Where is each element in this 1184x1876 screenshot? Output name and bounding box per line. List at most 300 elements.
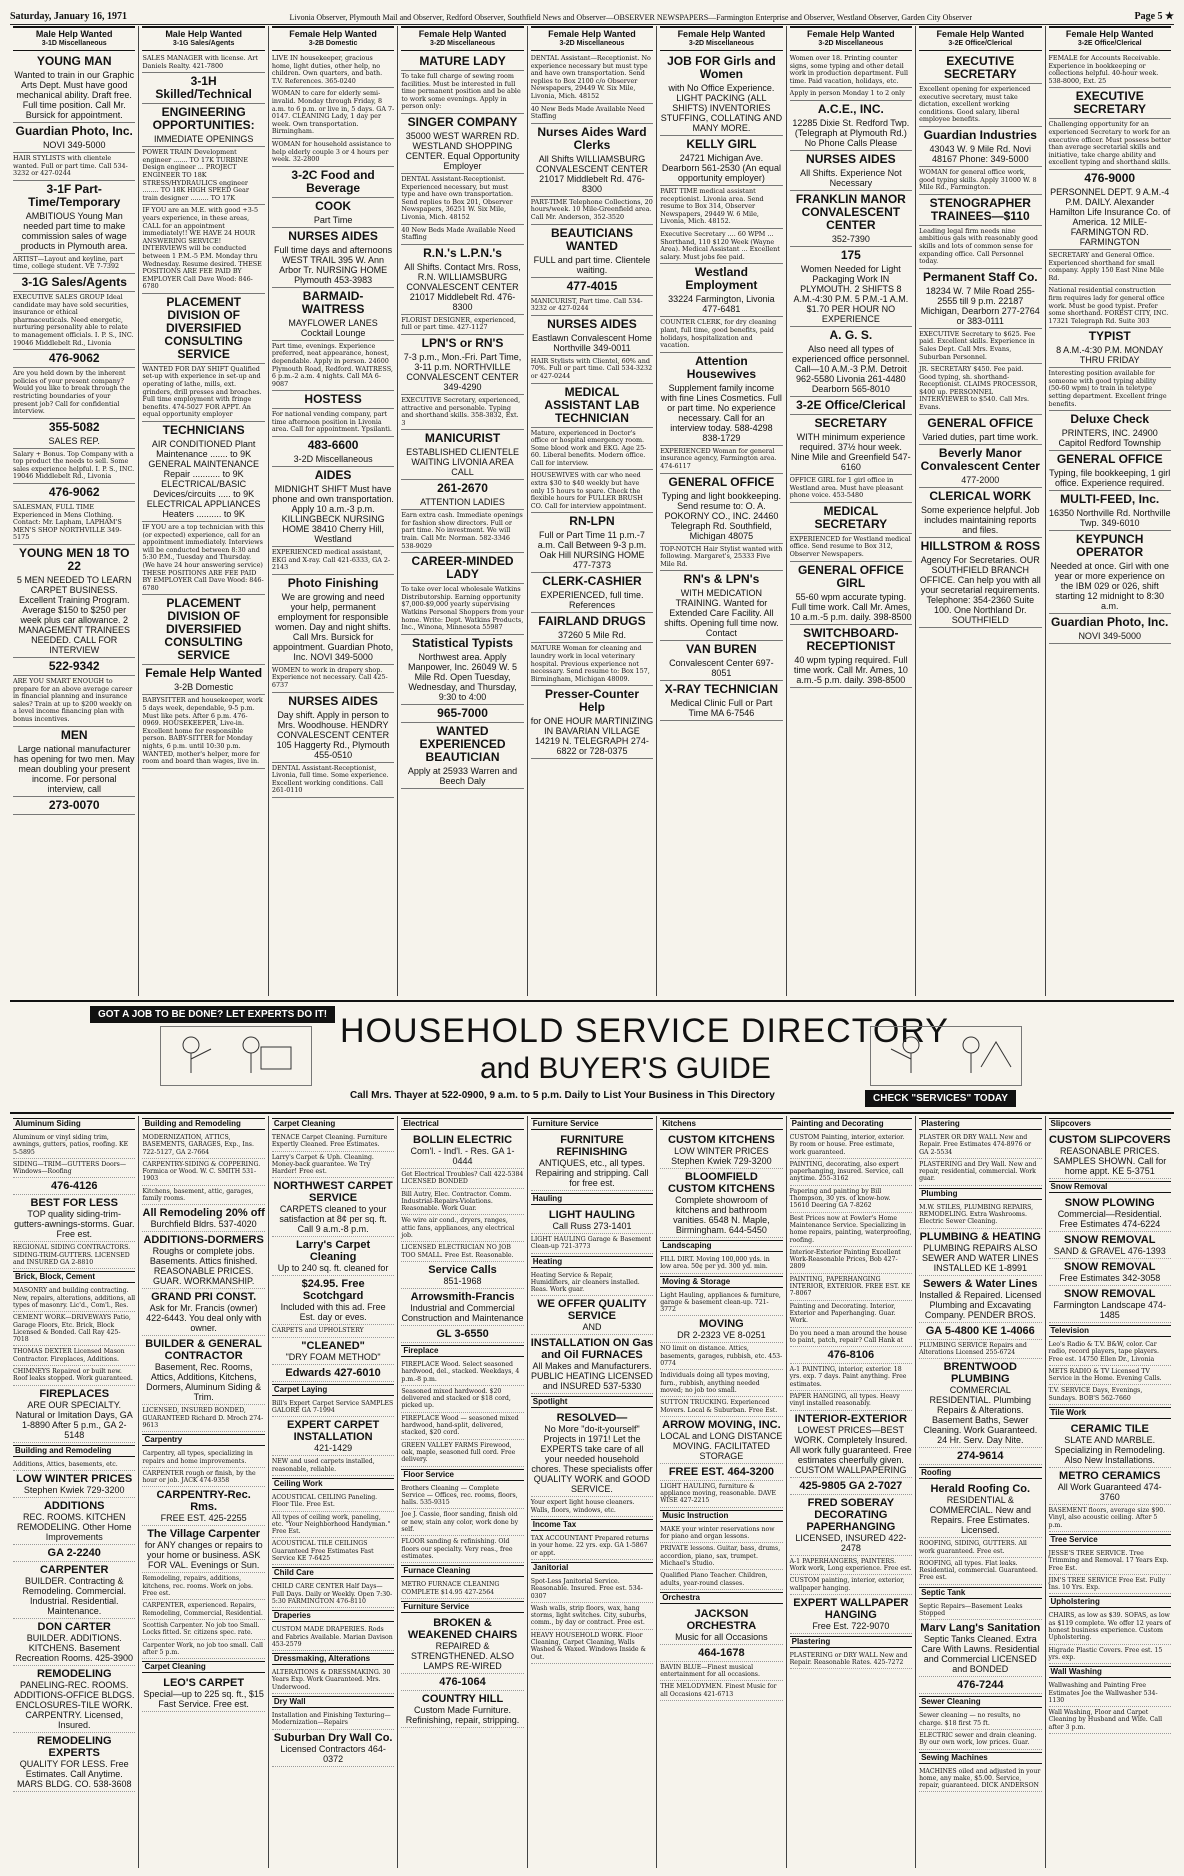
ad-body: PANELING-REC. ROOMS. ADDITIONS-OFFICE BLDGS. ENCLOSURES-TILE WORK. CARPENTRY. Licensed, Insured. — [13, 1679, 135, 1730]
ad-headline: LOW WINTER PRICES — [16, 1472, 133, 1485]
ad-body: WOMAN to care for elderly semi-invalid. Monday through Friday, 8 a.m. to 6 p.m. or live in, 5 days. GA 7-0147. CLEANING Lady, 1 day per week. Own transportation. Birmingham. — [271, 89, 395, 136]
classified-ad — [790, 1247, 912, 1274]
ad-body: 7-3 p.m., Mon.-Fri. Part Time, 3-11 p.m. NORTHVILLE CONVALESCENT CENTER 349-4290 — [403, 351, 522, 392]
classified-ad — [531, 356, 653, 384]
ad-headline: Female Help Wanted — [145, 666, 263, 681]
ad-headline: RESOLVED— — [556, 1412, 628, 1425]
ad-headline: SNOW REMOVAL — [1063, 1261, 1156, 1273]
ad-body: Light Hauling, appliances & furniture, garage & basement clean-up. 721-3772 — [660, 1291, 781, 1314]
directory-category-header: Brick, Block, Cement — [13, 1271, 135, 1283]
directory-category-header: Janitorial — [531, 1562, 653, 1574]
classified-ad — [531, 384, 653, 428]
ad-headline: MULTI-FEED, Inc. — [1060, 492, 1160, 507]
ad-body: PLUMBING REPAIRS ALSO SEWER AND WATER LINES INSTALLED KE 1-8991 — [922, 1242, 1039, 1273]
directory-category-header: Painting and Decorating — [790, 1118, 912, 1130]
classified-ad — [401, 723, 523, 789]
classified-ad — [1049, 1575, 1171, 1595]
classified-ad — [919, 1710, 1041, 1730]
ad-headline: 483-6600 — [307, 438, 359, 453]
ad-body: Carpenter Work, no job too small. Call after 5 p.m. — [142, 1641, 263, 1656]
ad-headline: FRANKLIN MANOR CONVALESCENT CENTER — [795, 191, 906, 232]
directory-category-header: Heating — [531, 1256, 653, 1268]
newspaper-list: Livonia Observer, Plymouth Mail and Observer, Redford Observer, Southfield News and Observer—OBSERVER NEWSPAPERS—Farmington Enterprise and Observer, Westland Observer, Garden City Observer — [289, 13, 972, 22]
ad-body: Also need all types of experienced office personnel. Call—10 A.M.-3 P.M. Detroit 962-5580 Livonia 261-4480 Dearborn 565-8010 — [792, 343, 910, 394]
ad-body: FLORIST DESIGNER, experienced, full or part time. 427-1127 — [401, 315, 516, 332]
ad-body: HOUSEWIVES with car who need extra $30 to $40 weekly but have only 15 hours to spare. Check the flexible hours for FULLER BRUSH CO. Call for interview appointment. — [530, 471, 647, 510]
ad-body: Full or Part Time 11 p.m.-7 a.m. Call Between 9-3 p.m. Oak Hill NURSING HOME 477-7373 — [537, 530, 647, 571]
classified-ad — [531, 470, 653, 513]
directory-category-header: Dressmaking, Alterations — [272, 1653, 394, 1665]
classified-ad — [13, 368, 135, 419]
classified-ad — [142, 1448, 264, 1468]
ad-headline: SECRETARY — [814, 415, 888, 430]
ad-body: CUSTOM Painting, interior, exterior. By room or house. Free estimate, work guaranteed. — [789, 1134, 905, 1156]
classified-ad — [272, 1710, 394, 1730]
ad-body: Joe J. Cassie, floor sanding, finish old or new, stain any color, work done by self. — [401, 1511, 519, 1534]
classified-ad — [401, 553, 523, 584]
classified-ad — [401, 1169, 523, 1189]
ad-body: Individuals doing all types moving, furn., rubbish, anything needed moved; no job too small. — [660, 1372, 770, 1394]
ad-body: Salary + Bonus. Top Company with a top product the needs to sell. Some sales experience helpful. I. P. S., INC. 19046 Middlebelt Rd., Livonia — [13, 449, 135, 481]
classified-ad — [660, 229, 782, 264]
classified-ad — [401, 114, 523, 174]
ad-body: WITH MEDICATION TRAINING. Wanted for Extended Care Facility. All shifts. Opening full time now. Contact — [664, 588, 779, 639]
ad-body: Women over 18. Printing counter signs, some typing and other detail work in production department. Full time. Paid vacation, holidays, etc. — [789, 54, 909, 85]
classified-ad — [13, 1562, 135, 1619]
ad-headline: MEDICAL SECRETARY — [814, 503, 888, 531]
ad-body: PAPER HANGING, all types. Heavy vinyl installed reasonably. — [789, 1393, 900, 1408]
ad-headline: KELLY GIRL — [686, 137, 757, 151]
ad-headline: 3-2E Office/Clerical — [796, 397, 906, 412]
classified-ad — [1049, 1366, 1171, 1386]
directory-category-header: Plumbing — [919, 1188, 1041, 1200]
ad-body: 851-1968 — [443, 1275, 482, 1286]
ad-body: MIDNIGHT SHIFT Must have phone and own transportation. Apply 10 a.m.-3 p.m. KILLINGBECK NURSING HOME 38410 Cherry Hill, Westland — [272, 484, 394, 545]
classified-ad — [531, 1410, 653, 1497]
classified-ad — [919, 538, 1041, 628]
ad-headline: SNOW REMOVAL — [1063, 1288, 1156, 1300]
classified-ad — [531, 278, 653, 296]
ad-headline: CLERICAL WORK — [929, 488, 1032, 503]
ad-body: SIDING—TRIM—GUTTERS Doors—Windows—Roofing — [13, 1160, 127, 1176]
ad-headline: RN's & LPN's — [683, 572, 760, 587]
ad-body: ROOFING, all types. Flat leaks. Residential, commercial. Guaranteed. Free est. — [919, 1559, 1038, 1582]
directory-category-header: Tree Service — [1049, 1534, 1171, 1546]
classified-ad — [13, 1386, 135, 1443]
classified-ad — [401, 1132, 523, 1169]
ad-body: Get Electrical Troubles? Call 422-5384 LICENSED BONDED — [401, 1171, 524, 1186]
ad-body: MODERNIZATION, ATTICS, BASEMENTS, GARAGES, Exp., Ins. 722-5127, GA 2-7664 — [142, 1134, 254, 1156]
ad-body: ROOFING, SIDING, GUTTERS. All work guaranteed. Free est. — [919, 1540, 1027, 1555]
ad-headline: STENOGRAPHER TRAINEES—$110 — [929, 195, 1031, 223]
ad-headline: GA 5-4800 KE 1-4066 — [925, 1324, 1035, 1337]
ad-body: Bill Autry, Elec. Contractor. Comm. Industrial-Repairs-Violations. Reasonable. Work Guar. — [401, 1190, 512, 1213]
ad-body: SECRETARY and General Office. Experienced shorthand for small company. Apply 150 East Nine Mile Rd. — [1048, 250, 1164, 282]
ad-body: PLASTERING and Dry Wall. New and repair, residential, commercial. Work guar. — [919, 1160, 1037, 1183]
ad-headline: A.C.E., INC. — [817, 101, 884, 116]
ad-body: Septic Tanks Cleaned. Extra Care With Lawns. Residential and Commercial LICENSED and BONDED — [921, 1634, 1040, 1675]
ad-headline: BOLLIN ELECTRIC — [413, 1134, 513, 1146]
ad-body: Remodeling, repairs, additions, kitchens, rec. rooms. Work on jobs. Free est. — [142, 1575, 254, 1598]
ad-headline: TECHNICIANS — [162, 423, 245, 438]
classified-ad — [531, 124, 653, 197]
ad-body: 477-2000 — [961, 474, 1000, 485]
classified-ad — [790, 534, 912, 562]
ad-headline: NORTHWEST CARPET SERVICE — [273, 1180, 393, 1205]
classified-ad — [142, 104, 264, 147]
ad-headline: VAN BUREN — [686, 642, 757, 657]
ad-body: No More "do-it-yourself" Projects in 1971! Let the EXPERTS take care of all your needed household chores. These specialists offer QUALITY WORK and GOOD SERVICE. — [531, 1424, 653, 1495]
classified-ad — [660, 446, 782, 474]
ad-body: ARE OUR SPECIALTY. Natural or Imitation Days, GA 1-8890 After 5 p.m., GA 2-5148 — [15, 1399, 133, 1440]
classified-ad — [531, 1576, 653, 1603]
column-header: Male Help Wanted 3-1D Miscellaneous — [13, 26, 135, 51]
ad-headline: RN-LPN — [569, 514, 615, 529]
classified-ad — [142, 1526, 264, 1573]
ad-headline: BROKEN & WEAKENED CHAIRS — [407, 1616, 518, 1641]
ad-headline: MEN — [60, 727, 88, 742]
classified-ad — [660, 1254, 782, 1274]
ad-headline: FURNITURE REFINISHING — [556, 1134, 628, 1158]
classified-ad — [401, 1536, 523, 1563]
ad-body: Stephen Kwiek 729-3200 — [23, 1484, 125, 1495]
ad-body: NO limit on distance. Attics, basements, garages, rubbish, etc. 453-0774 — [660, 1345, 783, 1368]
column-header: Female Help Wanted 3-2D Miscellaneous — [401, 26, 523, 51]
ad-headline: BLOOMFIELD CUSTOM KITCHENS — [668, 1171, 775, 1195]
classified-ad — [272, 665, 394, 693]
ad-headline: JACKSON ORCHESTRA — [686, 1607, 757, 1632]
ad-body: EXPERIENCED for Westland medical office. Send resume to Box 312, Observer Newspapers. — [789, 534, 911, 558]
classified-ad — [1049, 368, 1171, 411]
ad-headline: A. G. S. — [829, 327, 873, 342]
classified-ad — [142, 1640, 264, 1660]
classified-ad — [401, 584, 523, 635]
ad-body: MACHINES oiled and adjusted in your home, any make, $5.00. Service, repair, guaranteed. DICK ANDERSON — [919, 1767, 1041, 1790]
classified-ad — [790, 1478, 912, 1495]
ad-body: CARPENTER, experienced. Repairs, Remodeling, Commercial, Residential. — [142, 1602, 263, 1617]
ad-body: MANICURIST, Part time. Call 534-3232 or 427-0244 — [530, 296, 643, 313]
ad-body: FEMALE for Accounts Receivable. Experience in bookkeeping or collections helpful. 40-hour week. 538-8000, Ext. 25 — [1048, 54, 1161, 85]
ad-body: ELECTRIC sewer and drain cleaning. By our own work, low prices. Guar. — [919, 1731, 1037, 1747]
classified-ad — [531, 573, 653, 613]
ad-body: SALES REP. — [48, 435, 100, 446]
directory-category-header: Floor Service — [401, 1469, 523, 1481]
classified-ad — [272, 167, 394, 198]
ad-headline: ENGINEERING OPPORTUNITIES: — [152, 105, 255, 133]
ad-headline: EXPERT WALLPAPER HANGING — [793, 1596, 909, 1621]
classified-ad — [919, 226, 1041, 269]
masthead — [10, 6, 1174, 25]
ad-body: PART TIME medical assistant receptionist. Livonia area. Send resume to Box 314, Observer Newspapers, 29449 W. 6 Mile, Livonia, Mich. 48152. — [660, 187, 764, 226]
ad-body: FILL DIRT. Moving 100,000 yds. in low area. 50¢ per yd. 300 yd. min. — [660, 1256, 770, 1271]
directory-category-header: Landscaping — [660, 1240, 782, 1252]
classified-ad — [660, 681, 782, 721]
classified-ad — [272, 53, 394, 88]
classified-ad — [401, 225, 523, 245]
ad-body: MAYFLOWER LANES Cocktail Lounge — [288, 317, 378, 338]
ad-body: for ONE HOUR MARTINIZING IN BAVARIAN VILLAGE 14219 N. TELEGRAPH 274-6822 or 728-0375 — [530, 716, 654, 757]
ad-headline: Arrowsmith-Francis — [410, 1290, 515, 1303]
classified-ad — [272, 198, 394, 228]
ad-body: METS RADIO & TV Licensed TV Service in the Home. Evening Calls. — [1048, 1367, 1162, 1383]
classified-ad — [790, 1213, 912, 1247]
ad-headline: 261-2670 — [437, 481, 488, 496]
classified-ad — [660, 1645, 782, 1662]
ad-body: Additions, Attics, basements, etc. — [13, 1460, 118, 1468]
classified-ad — [790, 1391, 912, 1411]
ad-headline: BUILDER & GENERAL CONTRACTOR — [145, 1338, 263, 1363]
ad-body: Agency For Secretaries. OUR SOUTHFIELD BRANCH OFFICE. Can help you with all your secretarial requirements. Telephone: 354-2360 Suite 100. One Northland Dr. SOUTHFIELD — [919, 554, 1041, 625]
ad-headline: YOUNG MEN 18 TO 22 — [18, 546, 130, 574]
ad-headline: 476-9062 — [48, 485, 100, 500]
classified-ad — [13, 1346, 135, 1366]
ad-headline: WE OFFER QUALITY SERVICE — [537, 1298, 647, 1323]
classified-ad — [13, 449, 135, 484]
classified-ad — [919, 1601, 1041, 1621]
classified-ad — [272, 575, 394, 665]
workmen-cartoon-left — [160, 1026, 312, 1086]
ad-body: 40 New Beds Made Available Need Staffing — [401, 225, 516, 242]
classified-column — [657, 26, 786, 996]
ad-headline: Sewers & Water Lines — [923, 1277, 1038, 1290]
ad-body: All Shifts WILLIAMSBURG CONVALESCENT CENTER 21017 Middlebelt Rd. 476-8300 — [535, 153, 649, 194]
ad-headline: FRED SOBERAY DECORATING PAPERHANGING — [806, 1496, 896, 1533]
ad-body: for ANY changes or repairs to your home or business. ASK FOR VAL. Evenings or Sun. — [144, 1540, 263, 1571]
ad-headline: Guardian Photo, Inc. — [15, 124, 133, 138]
directory-category-header: Fireplace — [401, 1345, 523, 1357]
classified-ad — [1049, 250, 1171, 285]
ad-body: PLUMBING SERVICE Repairs and Alterations Licensed 255-6724 — [919, 1341, 1027, 1356]
ad-headline: 3-1F Part-Time/Temporary — [28, 181, 121, 209]
classified-ad — [660, 1370, 782, 1397]
ad-headline: LIGHT HAULING — [548, 1209, 636, 1221]
ad-body: CARPETS and UPHOLSTERY — [271, 1327, 364, 1335]
classified-ad — [142, 595, 264, 665]
ad-body: All types of ceiling work, paneling, etc. "Your Neighborhood Handyman." Free Est. — [271, 1513, 391, 1536]
classified-ad — [531, 513, 653, 573]
classified-ad — [531, 1630, 653, 1664]
ad-headline: 522-9342 — [48, 659, 100, 674]
ad-headline: BARMAID-WAITRESS — [301, 288, 365, 316]
ad-body: NOVI 349-5000 — [42, 140, 106, 150]
experts-banner: GOT A JOB TO BE DONE? LET EXPERTS DO IT! — [90, 1006, 335, 1023]
classified-ad — [790, 1595, 912, 1634]
classified-ad — [790, 1328, 912, 1348]
classified-ad — [790, 1364, 912, 1391]
ad-headline: GENERAL OFFICE GIRL — [797, 562, 904, 590]
classified-ad — [13, 1733, 135, 1792]
column-subheader: 3-2E Office/Clerical — [948, 40, 1013, 47]
classified-ad — [13, 502, 135, 545]
ad-headline: NURSES AIDES — [547, 316, 637, 331]
classified-ad — [531, 53, 653, 104]
ad-headline: CUSTOM SLIPCOVERS — [1049, 1134, 1171, 1146]
ad-body: Music for all Occasions — [675, 1631, 768, 1642]
ad-body: Com'l. - Ind'l. - Res. GA 1-0444 — [410, 1146, 515, 1166]
classified-ad — [401, 635, 523, 705]
ad-headline: Herald Roofing Co. — [930, 1483, 1031, 1496]
ad-body: LIGHT HAULING Garage & Basement Clean-up 721-3773 — [530, 1236, 652, 1251]
ad-body: SUTTON TRUCKING. Experienced Movers. Local & Suburban. Free Est. — [660, 1399, 778, 1414]
ad-body: Heating Service & Repair, Humidifiers, air cleaners installed. Reas. Work guar. — [530, 1271, 640, 1294]
classified-ad — [531, 197, 653, 225]
classified-ad — [790, 415, 912, 475]
ad-body: WOMAN for household assistance to help elderly couple 3 or 4 hours per week. 32-2800 — [271, 139, 392, 164]
ad-headline: MOVING — [699, 1318, 744, 1331]
ad-body: Bill's Expert Carpet Service SAMPLES GALORE GA 7-1994 — [271, 1399, 394, 1415]
classified-ad — [1049, 1195, 1171, 1232]
ad-body: Day shift. Apply in person to Mrs. Woodhouse. HENDRY CONVALESCENT CENTER 105 Haggerty Rd., Plymouth 455-0510 — [276, 709, 390, 760]
ad-body: METRO FURNACE CLEANING COMPLETE $14.95 427-2564 — [401, 1581, 500, 1596]
ad-body: Large national manufacturer has opening for two men. May mean doubling your present income. For personal interview, call — [13, 743, 135, 794]
ad-body: Mature, experienced in Doctor's office or hospital emergency room. Some blood work and EKG. Age 25-60. Liberal benefits. Modern office. Call for interview. — [530, 428, 647, 467]
ad-body: Women Needed for Light Packaging Work IN PLYMOUTH. 2 SHIFTS 8 A.M.-4:30 P.M. 5 P.M.-1 A.M. $1.70 PER HOUR NO EXPERIENCE — [793, 263, 909, 324]
ad-body: Spot-Less Janitorial Service. Reasonable. Insured. Free est. 534-0307 — [530, 1577, 643, 1600]
ad-body: LICENSED ELECTRICIAN NO JOB TOO SMALL. Free Est. Reasonable. — [401, 1244, 514, 1259]
ad-body: WOMEN to work in drapery shop. Experience not necessary. Call 425-6737 — [271, 665, 388, 690]
classified-ad — [401, 1262, 523, 1289]
ad-body: 5 MEN NEEDED TO LEARN CARPET BUSINESS. Excellent Training Program. Average $150 to $250 per week plus car allowance. 2 MANAGEMENT TRAINEES NEEDED. CALL FOR INTERVIEW — [16, 575, 132, 656]
classified-ad — [13, 181, 135, 254]
ad-body: Wash walls, strip floors, wax, hang storms, light switches. City, suburbs, comm., by day or contract. Free est. — [530, 1604, 647, 1627]
directory-category-header: Plastering — [919, 1118, 1041, 1130]
ad-body: LIVE IN housekeeper, gracious home, light duties, other help, no children. Own quarters, and bath. T.V. References. 365-0240 — [271, 54, 383, 85]
ad-body: FREE EST. 425-2255 — [160, 1513, 247, 1524]
classified-ad — [1049, 531, 1171, 614]
directory-column — [10, 1116, 139, 1868]
ad-headline: 476-9062 — [48, 351, 100, 366]
classified-ad — [660, 1397, 782, 1417]
ad-headline: BRENTWOOD PLUMBING — [943, 1361, 1017, 1386]
ad-headline: Service Calls — [428, 1263, 497, 1276]
ad-headline: CARPENTER — [39, 1563, 109, 1576]
ad-body: Carpentry, all types, specializing in repairs and home improvements. — [142, 1450, 253, 1465]
classified-ad — [919, 1323, 1041, 1340]
ad-body: POWER TRAIN Development engineer ....... TO 17K TURBINE Design engineer ... PROJECT ENGINEER TO 18K STRESS/HYDRAULICS engineer ........ TO 18K HIGH SPEED Gear train designer ......... TO 17K — [142, 148, 249, 202]
classified-column — [269, 26, 398, 996]
ad-body: REPAIRED & STRENGTHENED. ALSO LAMPS RE-WIRED — [411, 1640, 515, 1671]
ad-body: National residential construction firm requires lady for general office work. Must be good typist. Prefer some shorthand. FOREST CITY, INC. 17321 Telegraph Rd. Suite 303 — [1048, 286, 1169, 325]
classified-ad — [13, 419, 135, 449]
ad-body: PAINTING, decorating, also expert paperhanging, insured. Service, call anytime. 255-3162 — [789, 1160, 904, 1183]
ad-body: BUILDER. ADDITIONS. KITCHENS. Basement Recreation Rooms. 425-3900 — [15, 1632, 133, 1663]
ad-body: T.V. SERVICE Days, Evenings, Sundays. BOB'S 562-7660 — [1048, 1387, 1143, 1402]
classified-ad — [919, 269, 1041, 329]
classified-ad — [13, 1459, 135, 1471]
directory-category-header: Sewer Cleaning — [919, 1696, 1041, 1708]
ad-body: Challenging opportunity for an experienced Secretary to work for an executive officer. Must possess better than average secretarial skills and initiative, take charge ability and excellent typing and shorthand skills. — [1048, 120, 1171, 167]
classified-ad — [660, 1481, 782, 1508]
classified-ad — [142, 422, 264, 522]
classified-ad — [272, 1132, 394, 1152]
classified-ad — [919, 1620, 1041, 1677]
ad-body: Free Estimates 342-3058 — [1059, 1273, 1161, 1283]
ad-body: 12285 Dixie St. Redford Twp. (Telegraph at Plymouth Rd.) No Phone Calls Please — [792, 117, 910, 148]
classified-ad — [272, 1178, 394, 1237]
classified-ad — [272, 763, 394, 798]
ad-body: Typing, file bookkeeping, 1 girl office. Experience required. — [1049, 468, 1171, 489]
ad-headline: AIDES — [314, 468, 352, 483]
ad-body: JESSE'S TREE SERVICE. Tree Trimming and Removal. 17 Years Exp. Free Est. — [1048, 1549, 1169, 1572]
classified-ad — [660, 571, 782, 641]
ad-body: For national vending company, part time afternoon position in Livonia area. Call for appointment. Ypsilanti. — [271, 410, 392, 434]
classified-ad — [660, 1343, 782, 1370]
ad-headline: CAREER-MINDED LADY — [411, 554, 514, 582]
ad-headline: FREE EST. 464-3200 — [668, 1465, 774, 1478]
classified-ad — [1049, 285, 1171, 328]
classified-ad — [919, 364, 1041, 415]
classified-ad — [790, 1347, 912, 1364]
ad-body: Higrade Plastic Covers. Free est. 15 yrs. exp. — [1048, 1646, 1163, 1661]
column-subheader: 3-1G Sales/Agents — [172, 40, 235, 47]
ad-headline: 175 — [840, 247, 861, 262]
classified-ad — [1049, 1680, 1171, 1707]
classified-ad — [919, 1202, 1041, 1229]
classified-ad — [660, 544, 782, 572]
classified-ad — [531, 316, 653, 356]
classified-ad — [1049, 1548, 1171, 1575]
classified-ad — [142, 522, 264, 595]
ad-headline: 477-4015 — [566, 278, 618, 293]
classified-ad — [790, 475, 912, 503]
ad-headline: Beverly Manor Convalescent Center — [920, 445, 1040, 473]
classified-ad — [1049, 119, 1171, 170]
ad-body: Up to 240 sq. ft. cleaned for — [277, 1263, 389, 1274]
classified-ad — [13, 484, 135, 502]
ad-body: Wall Washing, Floor and Carpet Cleaning by Husband and Wife. Call after 3 p.m. — [1048, 1709, 1163, 1731]
column-subheader: 3-1D Miscellaneous — [41, 40, 107, 47]
ad-body: TAX ACCOUNTANT Prepared returns in your home. 22 yrs. exp. GA 1-5867 or appt. — [530, 1535, 649, 1557]
ad-headline: Suburban Dry Wall Co. — [273, 1731, 393, 1744]
directory-category-header: Aluminum Siding — [13, 1118, 135, 1130]
ad-body: Qualified Piano Teacher. Children, adults, year-round classes. — [660, 1572, 768, 1587]
directory-category-header: Upholstering — [1049, 1596, 1171, 1608]
classified-ad — [919, 195, 1041, 226]
ad-body: SALES MANAGER with license. Art Daniels Realty. 421-7800 — [142, 54, 258, 70]
classified-ad — [660, 353, 782, 446]
column-subheader: 3-2B Domestic — [308, 40, 358, 47]
classified-ad — [790, 562, 912, 625]
ad-body: PAINTING, PAPERHANGING INTERIOR, EXTERIOR. FREE EST. KE 7-8067 — [789, 1275, 911, 1298]
classified-ad — [660, 1524, 782, 1544]
ad-body: 18234 W. 7 Mile Road 255-2555 till 9 p.m. 22187 Michigan, Dearborn 277-2764 or 383-0111 — [920, 285, 1040, 326]
classified-ad — [401, 1242, 523, 1262]
ad-body: Septic Repairs—Basement Leaks Stopped — [919, 1602, 1023, 1618]
classified-ad — [272, 437, 394, 467]
classified-ad — [1049, 88, 1171, 119]
classified-ad — [13, 254, 135, 274]
column-subheader: 3-2D Miscellaneous — [818, 40, 884, 47]
classified-ad — [272, 1538, 394, 1565]
classified-ad — [142, 1487, 264, 1526]
ad-body: AND — [582, 1322, 602, 1333]
ad-body: Industrial and Commercial Construction and Maintenance — [401, 1302, 524, 1323]
ad-body: ATTENTION LADIES — [420, 497, 505, 508]
ad-headline: Deluxe Check — [1070, 412, 1150, 427]
ad-headline: 476-9000 — [1084, 170, 1136, 185]
classified-ad — [790, 53, 912, 88]
ad-body: "DRY FOAM METHOD" — [285, 1351, 381, 1362]
ad-body: 352-7390 — [831, 233, 870, 244]
classified-ad — [13, 658, 135, 676]
directory-category-header: Carpentry — [142, 1434, 264, 1446]
ad-body: 421-1429 — [314, 1443, 353, 1454]
ad-body: Medical Clinic Full or Part Time MA 6-7546 — [670, 698, 773, 719]
ad-body: SALESMAN, FULL TIME Experienced in Mens Clothing. Contact: Mr. Lapham, LAPHAM'S MEN'S SHOP NORTHVILLE 349-5175 — [13, 503, 122, 542]
ad-headline: CLERK-CASHIER — [542, 574, 642, 589]
ad-body: Interesting position available for someone with good typing ability (50-60 wpm) to train in teletype setting department. Excellent fringe benefits. — [1048, 369, 1167, 408]
classified-ad — [919, 329, 1041, 364]
